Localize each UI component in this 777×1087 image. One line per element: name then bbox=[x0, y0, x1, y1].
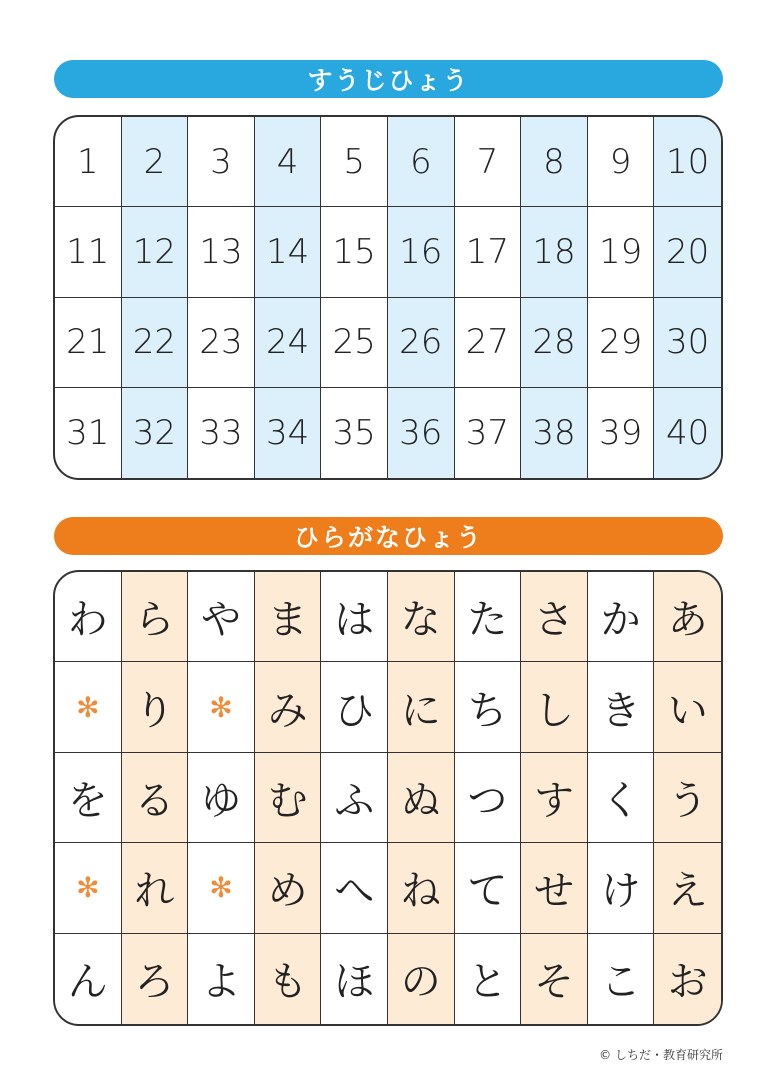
number-cell: 37 bbox=[455, 388, 522, 478]
number-cell: 40 bbox=[654, 388, 721, 478]
number-cell: 19 bbox=[588, 207, 655, 297]
number-cell: 34 bbox=[255, 388, 322, 478]
number-cell: 24 bbox=[255, 298, 322, 388]
hiragana-cell: な bbox=[388, 572, 455, 662]
asterisk-mark-cell: ✻ bbox=[55, 662, 122, 752]
hiragana-cell: こ bbox=[588, 934, 655, 1024]
number-cell: 6 bbox=[388, 117, 455, 207]
hiragana-cell: き bbox=[588, 662, 655, 752]
number-cell: 32 bbox=[122, 388, 189, 478]
hiragana-cell: や bbox=[188, 572, 255, 662]
hiragana-cell: ま bbox=[255, 572, 322, 662]
number-cell: 39 bbox=[588, 388, 655, 478]
number-cell: 31 bbox=[55, 388, 122, 478]
hiragana-cell: ほ bbox=[321, 934, 388, 1024]
copyright-notice: © しちだ・教育研究所 bbox=[599, 1048, 723, 1062]
number-cell: 22 bbox=[122, 298, 189, 388]
number-cell: 38 bbox=[521, 388, 588, 478]
hiragana-cell: の bbox=[388, 934, 455, 1024]
number-cell: 27 bbox=[455, 298, 522, 388]
hiragana-cell: け bbox=[588, 843, 655, 933]
hiragana-cell: お bbox=[654, 934, 721, 1024]
number-cell: 10 bbox=[654, 117, 721, 207]
number-cell: 7 bbox=[455, 117, 522, 207]
hiragana-chart bbox=[53, 570, 723, 1026]
asterisk-mark-cell: ✻ bbox=[188, 662, 255, 752]
hiragana-cell: つ bbox=[455, 753, 522, 843]
hiragana-cell: れ bbox=[122, 843, 189, 933]
number-cell: 11 bbox=[55, 207, 122, 297]
number-cell: 21 bbox=[55, 298, 122, 388]
number-cell: 25 bbox=[321, 298, 388, 388]
hiragana-cell: も bbox=[255, 934, 322, 1024]
hiragana-cell: み bbox=[255, 662, 322, 752]
number-cell: 36 bbox=[388, 388, 455, 478]
numbers-chart-title: すうじひょう bbox=[54, 60, 723, 98]
hiragana-cell: せ bbox=[521, 843, 588, 933]
hiragana-cell: ぬ bbox=[388, 753, 455, 843]
hiragana-cell: を bbox=[55, 753, 122, 843]
asterisk-mark-cell: ✻ bbox=[55, 843, 122, 933]
hiragana-cell: そ bbox=[521, 934, 588, 1024]
hiragana-cell: ら bbox=[122, 572, 189, 662]
hiragana-cell: む bbox=[255, 753, 322, 843]
hiragana-cell: ろ bbox=[122, 934, 189, 1024]
number-cell: 20 bbox=[654, 207, 721, 297]
number-cell: 13 bbox=[188, 207, 255, 297]
hiragana-cell: し bbox=[521, 662, 588, 752]
hiragana-cell: は bbox=[321, 572, 388, 662]
hiragana-cell: い bbox=[654, 662, 721, 752]
hiragana-cell: り bbox=[122, 662, 189, 752]
number-cell: 28 bbox=[521, 298, 588, 388]
hiragana-cell: に bbox=[388, 662, 455, 752]
number-cell: 23 bbox=[188, 298, 255, 388]
number-cell: 3 bbox=[188, 117, 255, 207]
hiragana-cell: す bbox=[521, 753, 588, 843]
number-cell: 16 bbox=[388, 207, 455, 297]
hiragana-cell: あ bbox=[654, 572, 721, 662]
number-cell: 33 bbox=[188, 388, 255, 478]
number-cell: 8 bbox=[521, 117, 588, 207]
hiragana-cell: ひ bbox=[321, 662, 388, 752]
hiragana-cell: ね bbox=[388, 843, 455, 933]
hiragana-cell: く bbox=[588, 753, 655, 843]
hiragana-cell: た bbox=[455, 572, 522, 662]
hiragana-chart-title: ひらがなひょう bbox=[54, 517, 723, 555]
number-cell: 30 bbox=[654, 298, 721, 388]
hiragana-cell: さ bbox=[521, 572, 588, 662]
number-cell: 29 bbox=[588, 298, 655, 388]
hiragana-cell: わ bbox=[55, 572, 122, 662]
hiragana-cell: る bbox=[122, 753, 189, 843]
hiragana-cell: へ bbox=[321, 843, 388, 933]
number-cell: 14 bbox=[255, 207, 322, 297]
number-cell: 15 bbox=[321, 207, 388, 297]
hiragana-cell: う bbox=[654, 753, 721, 843]
number-cell: 26 bbox=[388, 298, 455, 388]
number-cell: 12 bbox=[122, 207, 189, 297]
numbers-chart bbox=[53, 115, 723, 480]
hiragana-cell: ふ bbox=[321, 753, 388, 843]
hiragana-cell: ん bbox=[55, 934, 122, 1024]
hiragana-cell: て bbox=[455, 843, 522, 933]
hiragana-cell: ゆ bbox=[188, 753, 255, 843]
hiragana-cell: め bbox=[255, 843, 322, 933]
number-cell: 5 bbox=[321, 117, 388, 207]
hiragana-cell: か bbox=[588, 572, 655, 662]
number-cell: 4 bbox=[255, 117, 322, 207]
hiragana-cell: よ bbox=[188, 934, 255, 1024]
number-cell: 35 bbox=[321, 388, 388, 478]
asterisk-mark-cell: ✻ bbox=[188, 843, 255, 933]
number-cell: 17 bbox=[455, 207, 522, 297]
number-cell: 18 bbox=[521, 207, 588, 297]
number-cell: 1 bbox=[55, 117, 122, 207]
hiragana-cell: え bbox=[654, 843, 721, 933]
hiragana-cell: ち bbox=[455, 662, 522, 752]
hiragana-cell: と bbox=[455, 934, 522, 1024]
number-cell: 2 bbox=[122, 117, 189, 207]
number-cell: 9 bbox=[588, 117, 655, 207]
